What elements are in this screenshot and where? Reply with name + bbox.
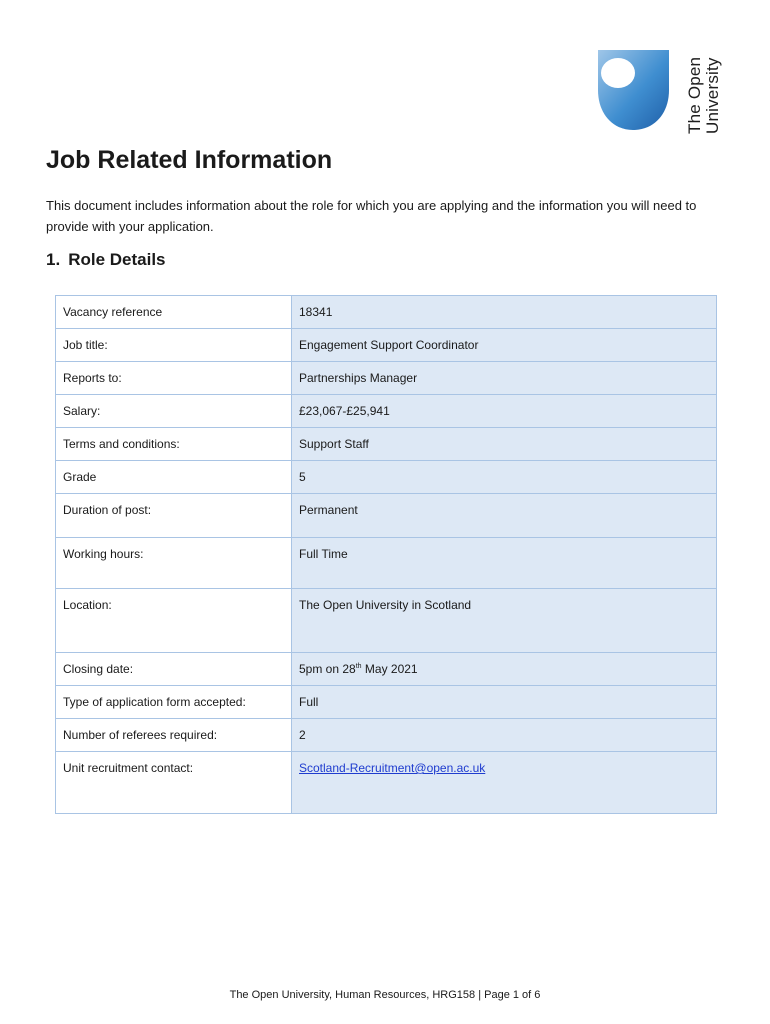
row-value: 5 (292, 461, 717, 494)
row-label: Grade (56, 461, 292, 494)
row-label: Reports to: (56, 362, 292, 395)
row-value: Permanent (292, 494, 717, 538)
row-label: Salary: (56, 395, 292, 428)
section-number: 1. (46, 250, 61, 269)
row-value: 2 (292, 719, 717, 752)
page-footer: The Open University, Human Resources, HRG158 | Page 1 of 6 (229, 989, 541, 1001)
table-row (56, 752, 717, 814)
row-value: 18341 (292, 296, 717, 329)
table-row (56, 362, 717, 395)
intro-paragraph: This document includes information about the role for which you are applying and the information you will need to provide with your application. (46, 198, 697, 234)
row-value: Support Staff (292, 428, 717, 461)
table-row (56, 395, 717, 428)
row-label: Type of application form accepted: (56, 686, 292, 719)
recruitment-email-link[interactable]: Scotland-Recruitment@open.ac.uk (299, 761, 486, 775)
closing-date-ordinal: th (355, 663, 362, 670)
closing-date-prefix: 5pm on 28 (299, 662, 356, 676)
row-label: Unit recruitment contact: (56, 752, 292, 814)
table-row (56, 686, 717, 719)
row-value: Full (292, 686, 717, 719)
row-label: Terms and conditions: (56, 428, 292, 461)
table-row (56, 719, 717, 752)
table-row (56, 296, 717, 329)
row-label: Duration of post: (56, 494, 292, 538)
table-row (56, 538, 717, 589)
row-value: Partnerships Manager (292, 362, 717, 395)
closing-date-value (292, 653, 717, 686)
contact-cell (292, 752, 717, 814)
role-details-table (55, 295, 717, 814)
table-row (56, 589, 717, 653)
page-title: Job Related Information (46, 146, 333, 174)
section-title: Role Details (68, 250, 166, 269)
row-value: Engagement Support Coordinator (292, 329, 717, 362)
table-row (56, 494, 717, 538)
logo-line-1: The Open (685, 56, 704, 134)
row-label: Location: (56, 589, 292, 653)
logo-line-2: University (703, 57, 722, 134)
row-label: Closing date: (56, 653, 292, 686)
table-row (56, 461, 717, 494)
table-row (56, 329, 717, 362)
section-heading (46, 250, 166, 270)
row-label: Working hours: (56, 538, 292, 589)
logo-wordmark (686, 48, 722, 134)
table-row (56, 428, 717, 461)
row-value: The Open University in Scotland (292, 589, 717, 653)
row-label: Number of referees required: (56, 719, 292, 752)
closing-date-suffix: May 2021 (361, 662, 418, 676)
row-label: Job title: (56, 329, 292, 362)
table-row (56, 653, 717, 686)
open-university-shield-icon (596, 48, 671, 132)
row-value: Full Time (292, 538, 717, 589)
row-value: £23,067-£25,941 (292, 395, 717, 428)
row-label: Vacancy reference (56, 296, 292, 329)
